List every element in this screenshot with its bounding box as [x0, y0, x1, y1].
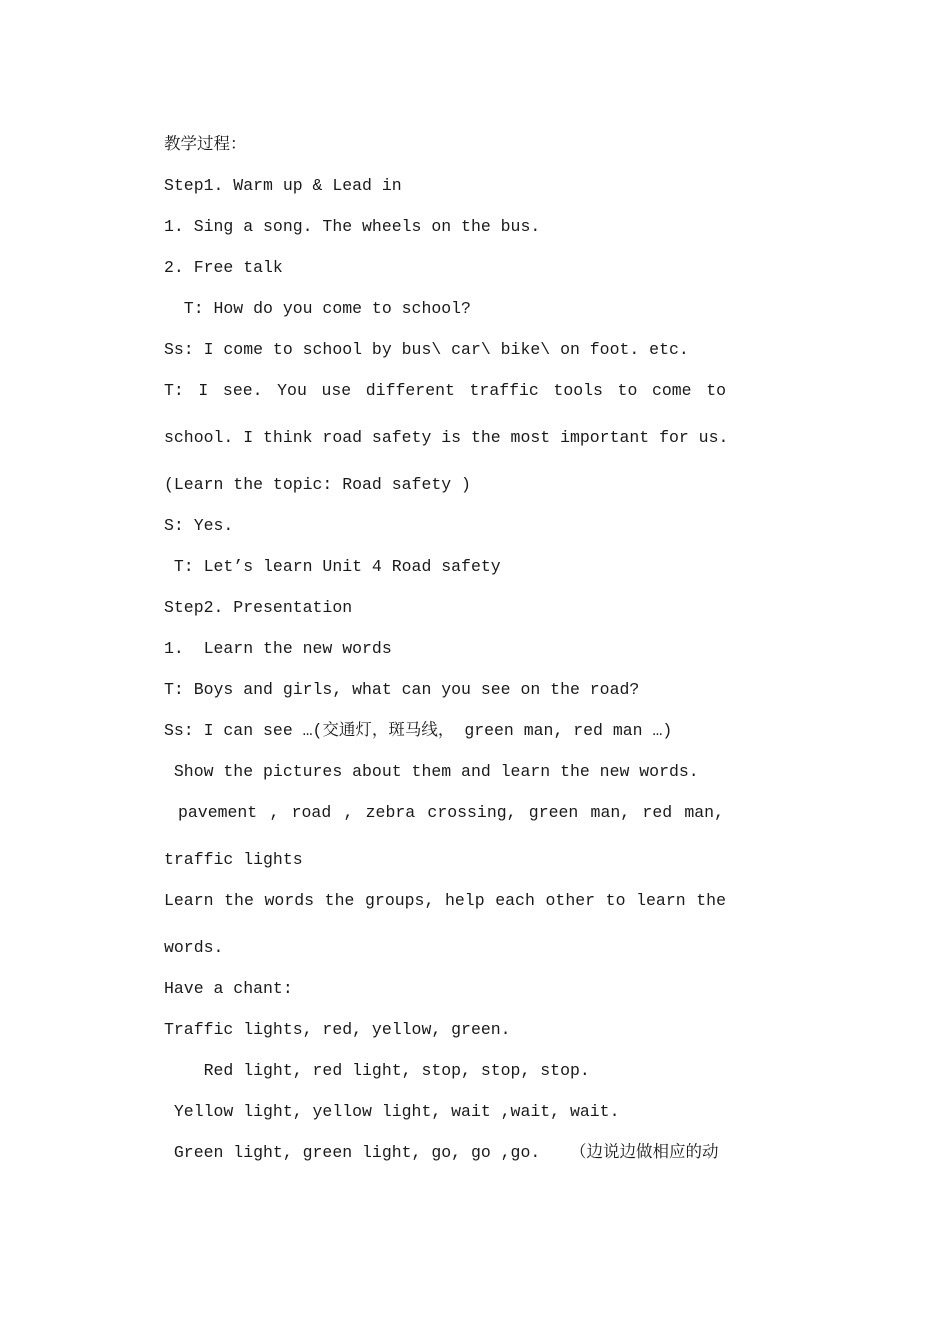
- text-line: words.: [164, 938, 224, 957]
- text-line: T: I see. You use different traffic tools to come to: [164, 381, 726, 400]
- text-line: Have a chant:: [164, 979, 293, 998]
- text-line: S: Yes.: [164, 516, 234, 535]
- text-line: school. I think road safety is the most important for us.: [164, 428, 729, 447]
- text-line: T: Let’s learn Unit 4 Road safety: [164, 557, 501, 576]
- text-line: Learn the words the groups, help each other to learn the: [164, 891, 726, 910]
- step1-heading: Step1. Warm up & Lead in: [164, 176, 402, 195]
- step2-heading: Step2. Presentation: [164, 598, 353, 617]
- chant-line: Yellow light, yellow light, wait ,wait, wait.: [164, 1102, 620, 1121]
- text-line: Ss: I can see …(交通灯，斑马线， green man, red man …): [164, 721, 673, 740]
- text-line: (Learn the topic: Road safety ): [164, 475, 471, 494]
- text-line: T: How do you come to school?: [164, 299, 471, 318]
- section-heading: 教学过程：: [164, 135, 247, 154]
- chant-line: Red light, red light, stop, stop, stop.: [164, 1061, 590, 1080]
- text-line: Ss: I come to school by bus\ car\ bike\ on foot. etc.: [164, 340, 689, 359]
- chant-line: Traffic lights, red, yellow, green.: [164, 1020, 511, 1039]
- text-line: pavement , road , zebra crossing, green man, red man,: [178, 803, 724, 822]
- text-line: 1. Learn the new words: [164, 639, 392, 658]
- text-line: 1. Sing a song. The wheels on the bus.: [164, 217, 541, 236]
- text-line: Show the pictures about them and learn the new words.: [164, 762, 699, 781]
- text-line: 2. Free talk: [164, 258, 283, 277]
- text-line: T: Boys and girls, what can you see on the road?: [164, 680, 640, 699]
- chant-line: Green light, green light, go, go ,go. （边说边做相应的动: [164, 1143, 719, 1162]
- text-line: traffic lights: [164, 850, 303, 869]
